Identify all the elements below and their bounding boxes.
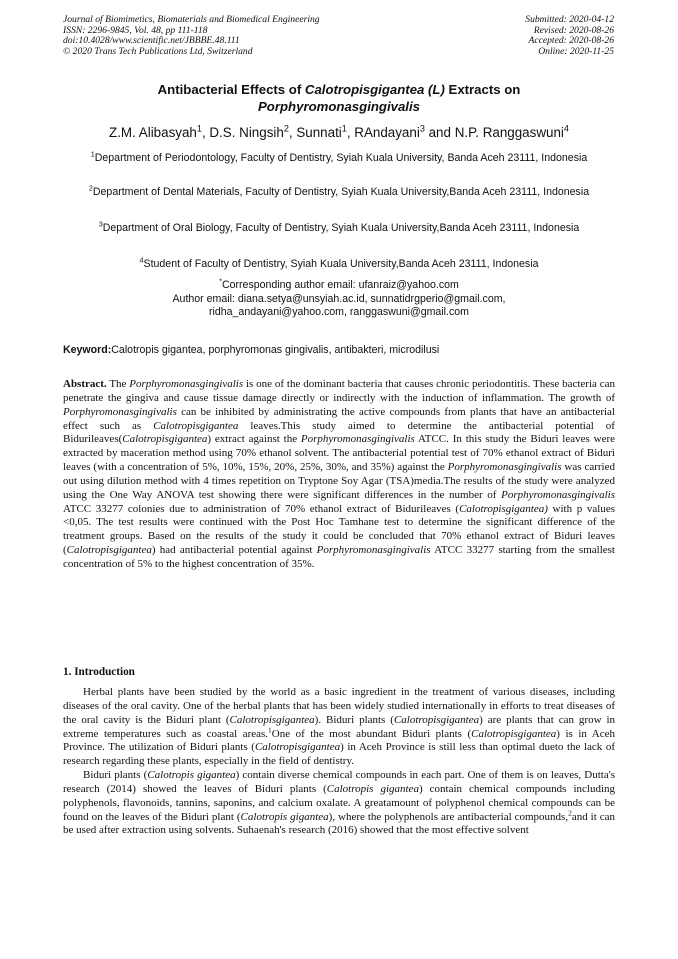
journal-info	[63, 15, 320, 57]
affiliation-text: Department of Dental Materials, Faculty of Dentistry, Syiah Kuala University,Banda Aceh 23111, Indonesia	[92, 186, 590, 198]
affiliation	[63, 183, 615, 199]
paragraph-italic: Calotropisgigantea	[254, 741, 341, 754]
author-emails-line[interactable]: Author email: diana.setya@unsyiah.ac.id, sunnatidrgperio@gmail.com,	[172, 292, 506, 305]
abstract-italic: Calotropisgigantea	[153, 419, 239, 432]
author-affil-mark: 1	[196, 123, 202, 134]
author-name: RAndayani	[354, 125, 420, 140]
abstract-text: leaves.This study aimed to determine the antibacterial potential of Bidurileaves(	[63, 419, 615, 446]
author-name: D.S. Ningsih	[209, 125, 284, 140]
author-name: N.P. Ranggaswuni	[454, 125, 564, 140]
abstract-text: is one of the dominant bacteria that causes chronic periodontitis. These bacteria can penetrate the gingiva and cause tissue damage directly or indirectly with the induction of inflammation. The growth of	[63, 378, 615, 404]
abstract-text: ATCC 33277 starting from the smallest concentration of 5% to the highest concentration of 35%.	[63, 544, 615, 570]
keywords-text: Calotropis gigantea, porphyromonas gingivalis, antibakteri, microdilusi	[111, 344, 440, 356]
submission-dates	[525, 15, 614, 57]
citation-ref[interactable]: 1	[268, 724, 272, 734]
abstract-italic: Porphyromonasgingivalis	[447, 461, 562, 474]
paragraph-text: ) contain diverse chemical compounds in each part. One of them is on leaves, Dutta's research (2014) showed the leaves of Biduri plants (	[63, 769, 615, 795]
author-name: Sunnati	[296, 125, 342, 140]
abstract-text: can be inhibited by administrating the active compounds from plants that have an antibacterial effect such as	[63, 405, 615, 432]
paragraph-italic: Calotropis gigantea	[147, 769, 236, 782]
keywords	[63, 344, 615, 357]
date-submitted: Submitted: 2020-04-12	[525, 14, 614, 25]
affiliation-text: Department of Oral Biology, Faculty of Dentistry, Syiah Kuala University,Banda Aceh 23111, Indonesia	[102, 222, 580, 234]
date-online: Online: 2020-11-25	[538, 45, 614, 57]
abstract	[63, 378, 615, 572]
title-bacterium: Porphyromonasgingivalis	[258, 98, 420, 114]
author-separator: ,	[201, 125, 210, 140]
abstract-italic: Porphyromonasgingivalis	[63, 405, 177, 418]
paragraph	[63, 686, 615, 769]
abstract-italic: Calotropisgigantea	[66, 544, 152, 557]
paragraph-text: and it can be used after extraction using solvents. Suhaenah's research (2016) showed that the most effective solvent	[63, 810, 615, 837]
author-affil-mark: 2	[283, 123, 289, 134]
abstract-label: Abstract.	[63, 378, 107, 390]
affiliation-text: Student of Faculty of Dentistry, Syiah Kuala University,Banda Aceh 23111, Indonesia	[143, 258, 539, 270]
author-list	[40, 125, 638, 141]
journal-name: Journal of Biomimetics, Biomaterials and Biomedical Engineering	[63, 14, 320, 25]
paper-title	[63, 82, 615, 115]
abstract-text: with p values <0,05. The test results were continued with the Post Hoc Tamhane test to determine the significant difference of the treatment groups. Based on the results of the study it could be concluded that 70% ethanol extract of Biduri leaves (	[63, 502, 615, 557]
affiliation-mark: 1	[90, 149, 95, 159]
title-species: Calotropisgigantea (L)	[304, 82, 445, 97]
affiliation-mark: 3	[98, 219, 103, 229]
paragraph-italic: Calotropisgigantea	[471, 727, 557, 740]
paragraph-text: ) in Aceh Province is still less than optimal dueto the lack of research regarding these plants, especially in the field of dentistry.	[63, 741, 615, 768]
abstract-italic: Calotropisgigantea)	[459, 502, 548, 515]
affiliation	[63, 219, 615, 235]
section-heading: 1. Introduction	[63, 666, 135, 678]
abstract-text: The	[106, 378, 130, 390]
abstract-italic: Calotropisgigantea	[122, 433, 208, 446]
affiliation-mark: 4	[139, 255, 144, 265]
paragraph-text: Biduri plants (	[83, 769, 148, 782]
paragraph-italic: Calotropisgigantea	[393, 713, 480, 726]
paragraph-text: ) are plants that can grow in extreme temperatures such as coastal areas.	[63, 713, 616, 740]
abstract-italic: Porphyromonasgingivalis	[300, 433, 415, 446]
paragraph-italic: Calotropis gigantea	[240, 810, 329, 823]
affiliation-text: Department of Periodontology, Faculty of Dentistry, Syiah Kuala University, Banda Aceh 23111, Indonesia	[94, 152, 588, 164]
journal-issn: ISSN: 2296-9845, Vol. 48, pp 111-118	[63, 24, 208, 36]
paragraph	[63, 769, 615, 838]
author-separator: ,	[288, 125, 297, 140]
abstract-text: ) had antibacterial potential against	[151, 544, 317, 557]
title-mid: Extracts on	[444, 82, 521, 97]
paragraph-text: Herbal plants have been studied by the world as a basic ingredient in the treatment of various diseases, including diseases of the oral cavity. One of the herbal plants that has been widely studied internationally in efforts to treat diseases of the oral cavity is the Biduri plant (	[63, 686, 615, 726]
paragraph-text: One of the most abundant Biduri plants (	[271, 727, 472, 740]
author-emails-line[interactable]: ridha_andayani@yahoo.com, ranggaswuni@gmail.com	[208, 306, 469, 319]
corresponding-author	[63, 276, 615, 293]
paragraph-italic: Calotropis gigantea	[326, 782, 419, 795]
author-name: Z.M. Alibasyah	[109, 125, 197, 140]
abstract-italic: Porphyromonasgingivalis	[129, 378, 244, 390]
affiliation	[63, 255, 615, 271]
abstract-text: ATCC. In this study the Biduri leaves were extracted by maceration method using 70% ethanol solvent. The antibacterial potential test of 70% ethanol extract of Biduri leaves (with a concentration of 5%, 10%, 15%, 20%, 25%, 30%, and 35%) against the	[63, 433, 615, 474]
contact-emails	[63, 276, 615, 320]
corresponding-mark: *	[219, 276, 222, 286]
affiliation-mark: 2	[88, 183, 93, 193]
keywords-label: Keyword:	[63, 344, 112, 356]
abstract-text: ATCC 33277 colonies due to administration of 70% ethanol extract of Bidurileaves (	[63, 502, 460, 515]
author-affil-mark: 4	[563, 123, 569, 134]
journal-doi[interactable]: doi:10.4028/www.scientific.net/JBBBE.48.111	[63, 35, 240, 47]
author-affil-mark: 1	[341, 123, 347, 134]
paragraph-text: ). Biduri plants (	[314, 713, 394, 726]
abstract-text: ) extract against the	[207, 433, 301, 446]
corresponding-email[interactable]: Corresponding author email: ufanraiz@yahoo.com	[221, 279, 459, 291]
introduction-body	[63, 686, 615, 838]
paragraph-text: ), where the polyphenols are antibacterial compounds,	[328, 810, 569, 823]
title-pre: Antibacterial Effects of	[157, 82, 305, 97]
paragraph-text: ) is in Aceh Province. The utilization of Biduri plants (	[63, 727, 615, 754]
author-separator: ,	[346, 125, 355, 140]
date-accepted: Accepted: 2020-08-26	[528, 35, 614, 47]
journal-copyright: © 2020 Trans Tech Publications Ltd, Switzerland	[63, 45, 253, 57]
paragraph-text: ) contain chemical compounds including polyphenols, flavonoids, tannins, saponins, and calcium oxalate. A greatamount of polyphenol chemical compounds can be found on the leaves of the Biduri plant (	[63, 782, 615, 823]
affiliation	[63, 149, 615, 165]
abstract-italic: Porphyromonasgingivalis	[501, 488, 615, 501]
citation-ref[interactable]: 2	[568, 807, 572, 817]
paragraph-italic: Calotropisgigantea	[229, 713, 315, 726]
author-separator: and	[424, 125, 455, 140]
abstract-italic: Porphyromonasgingivalis	[316, 544, 431, 557]
date-revised: Revised: 2020-08-26	[533, 24, 614, 36]
author-affil-mark: 3	[419, 123, 425, 134]
abstract-text: was carried out using dilution method with 4 times repetition on Tryptone Soy Agar (TSA)media.The results of the study were analyzed using the One Way ANOVA test showing there were significant differences in the number of	[63, 461, 615, 501]
